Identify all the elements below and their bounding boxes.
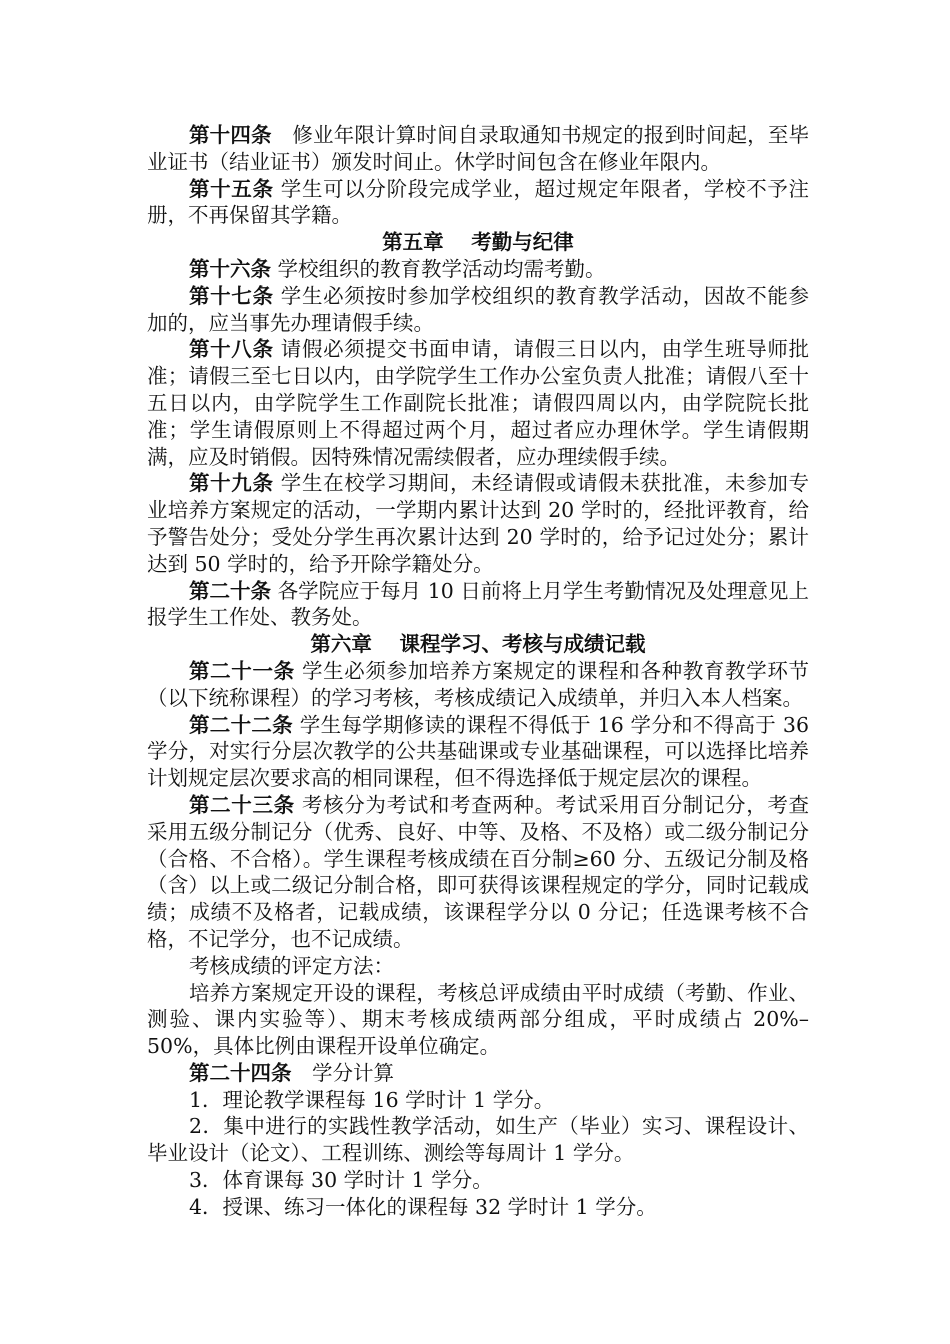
article-16	[147, 256, 809, 283]
article-text: 学生每学期修读的课程不得低于 16 学分和不得高于 36 学分，对实行分层次教学的公共基础课或专业基础课程，可以选择比培养计划规定层次要求高的相同课程，但不得选择低于规定层次的课程。	[147, 712, 809, 791]
article-number: 第二十条	[189, 578, 272, 603]
credit-rule-3: 3．体育课每 30 学时计 1 学分。	[189, 1168, 493, 1193]
article-text: 考核分为考试和考查两种。考试采用百分制记分，考查采用五级分制记分（优秀、良好、中等、及格、不及格）或二级分制记分（合格、不合格）。学生课程考核成绩在百分制≥60 分、五级记分制及格（含）以上或二级记分制合格，即可获得该课程规定的学分，同时记载成绩；成绩不及格者，记载成绩，该课程学分以 0 分记；任选课考核不合格，不记学分，也不记成绩。	[147, 792, 810, 951]
article-19	[147, 470, 809, 577]
article-21	[147, 658, 809, 712]
chapter-6-heading: 第六章 课程学习、考核与成绩记载	[310, 632, 646, 657]
article-number: 第二十二条	[189, 712, 293, 737]
article-24	[147, 1060, 809, 1087]
article-23	[147, 792, 809, 953]
article-14	[147, 122, 809, 176]
article-text: 各学院应于每月 10 日前将上月学生考勤情况及处理意见上报学生工作处、教务处。	[147, 578, 810, 630]
article-number: 第二十三条	[189, 792, 295, 817]
credit-rule-1: 1．理论教学课程每 16 学时计 1 学分。	[189, 1087, 555, 1112]
article-text: 学生必须按时参加学校组织的教育教学活动，因故不能参加的，应当事先办理请假手续。	[147, 283, 810, 335]
credit-rule-2: 2．集中进行的实践性教学活动，如生产（毕业）实习、课程设计、毕业设计（论文）、工程训练、测绘等每周计 1 学分。	[147, 1114, 809, 1166]
article-number: 第十九条	[189, 471, 274, 496]
article-text: 学生必须参加培养方案规定的课程和各种教育教学环节（以下统称课程）的学习考核，考核成绩记入成绩单，并归入本人档案。	[147, 658, 810, 710]
article-number: 第十八条	[189, 337, 274, 362]
article-17	[147, 283, 809, 337]
article-text: 学分计算	[291, 1060, 394, 1085]
article-number: 第十五条	[189, 176, 274, 201]
article-number: 第二十一条	[189, 658, 295, 683]
credit-rule-4: 4．授课、练习一体化的课程每 32 学时计 1 学分。	[189, 1194, 657, 1219]
article-text: 学生可以分阶段完成学业，超过规定年限者，学校不予注册，不再保留其学籍。	[147, 176, 810, 228]
article-text: 学生在校学习期间，未经请假或请假未获批准，未参加专业培养方案规定的活动，一学期内累计达到 20 学时的，经批评教育，给予警告处分；受处分学生再次累计达到 20 学时的，给予记过处分；累计达到 50 学时的，给予开除学籍处分。	[147, 471, 810, 576]
grading-method-text: 培养方案规定开设的课程，考核总评成绩由平时成绩（考勤、作业、测验、课内实验等）、期末考核成绩两部分组成，平时成绩占 20%–50%，具体比例由课程开设单位确定。	[147, 980, 809, 1059]
article-text: 请假必须提交书面申请，请假三日以内，由学生班导师批准；请假三至七日以内，由学院学生工作办公室负责人批准；请假八至十五日以内，由学院学生工作副院长批准；请假四周以内，由学院院长批准；学生请假原则上不得超过两个月，超过者应办理休学。学生请假期满，应及时销假。因特殊情况需续假者，应办理续假手续。	[147, 337, 810, 469]
article-20	[147, 578, 809, 632]
chapter-5-heading: 第五章 考勤与纪律	[382, 230, 574, 255]
article-number: 第十六条	[189, 256, 271, 281]
article-22	[147, 712, 809, 792]
article-number: 第二十四条	[189, 1060, 292, 1085]
article-number: 第十四条	[189, 123, 272, 147]
article-number: 第十七条	[189, 283, 274, 308]
article-18	[147, 336, 809, 470]
document-page	[147, 122, 809, 1221]
article-text: 学校组织的教育教学活动均需考勤。	[271, 256, 606, 281]
article-15	[147, 176, 809, 230]
article-text: 修业年限计算时间自录取通知书规定的报到时间起，至毕业证书（结业证书）颁发时间止。休学时间包含在修业年限内。	[147, 123, 810, 174]
grading-method-heading: 考核成绩的评定方法：	[189, 953, 394, 978]
